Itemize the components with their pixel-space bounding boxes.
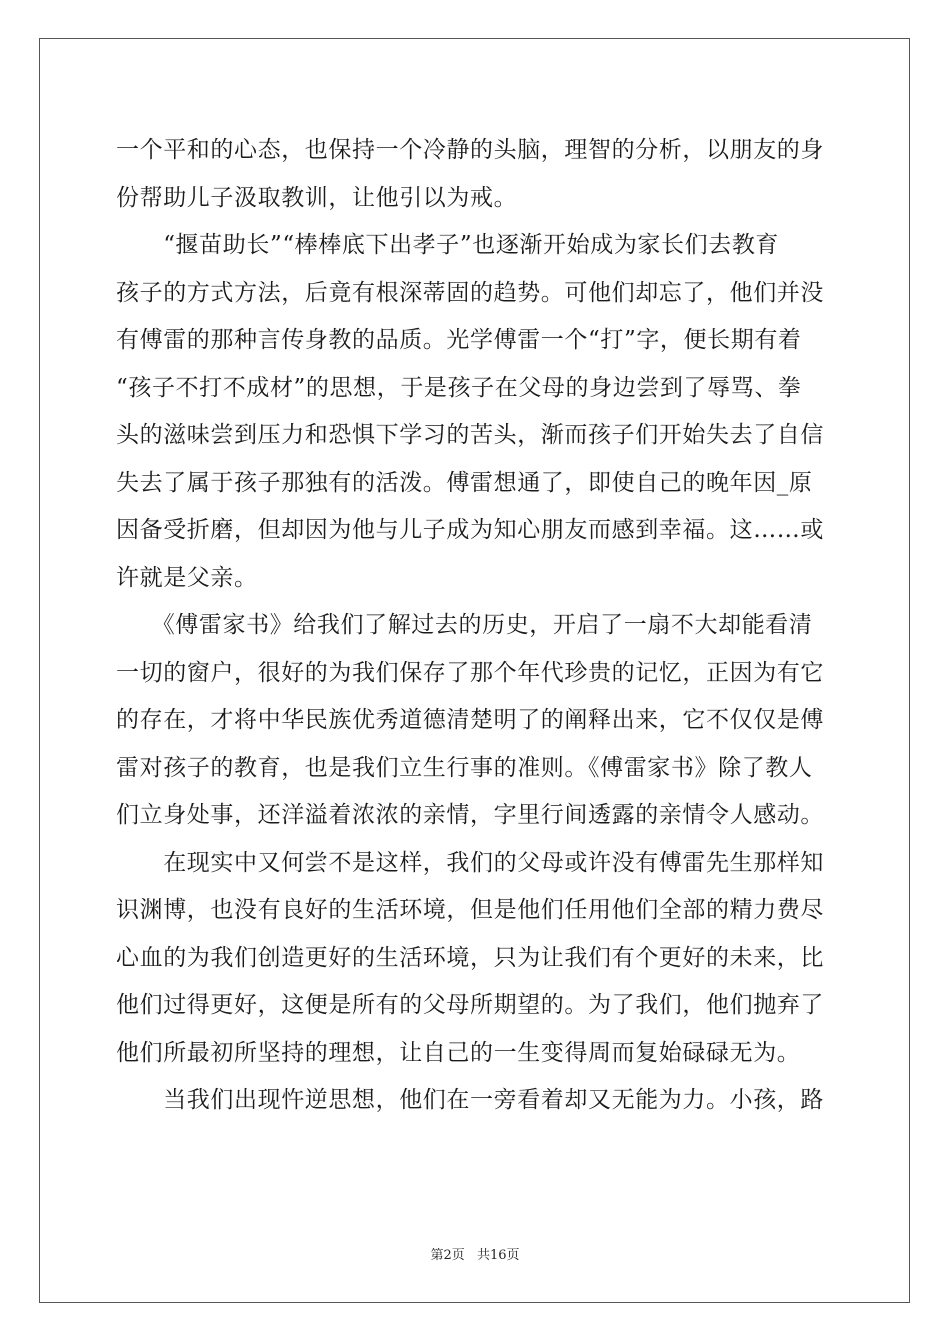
text-line: 一个平和的心态，也保持一个冷静的头脑，理智的分析，以朋友的身 — [116, 137, 824, 163]
text-line: 份帮助儿子汲取教训，让他引以为戒。 — [116, 184, 518, 211]
text-line: 当我们出现忤逆思想，他们在一旁看着却又无能为力。小孩，路 — [116, 1087, 824, 1113]
page-number: 第2页 — [430, 1248, 465, 1263]
document-body — [116, 127, 836, 1125]
total-pages: 共16页 — [476, 1248, 520, 1263]
text-line: 的存在，才将中华民族优秀道德清楚明了的阐释出来，它不仅仅是傅 — [116, 707, 824, 733]
text-line: 许就是父亲。 — [116, 564, 258, 591]
text-line: 心血的为我们创造更好的生活环境，只为让我们有个更好的未来，比 — [116, 944, 824, 971]
text-line: 《傅雷家书》给我们了解过去的历史，开启了一扇不大却能看清 — [116, 612, 813, 638]
text-line: 因备受折磨，但却因为他与儿子成为知心朋友而感到幸福。这……或 — [116, 517, 824, 543]
text-line: 识渊博，也没有良好的生活环境，但是他们任用他们全部的精力费尽 — [116, 897, 824, 923]
text-line: 他们过得更好，这便是所有的父母所期望的。为了我们，他们抛弃了 — [116, 992, 824, 1018]
text-line: 孩子的方式方法，后竟有根深蒂固的趋势。可他们却忘了，他们并没 — [116, 279, 824, 306]
text-line: “揠苗助长”“棒棒底下出孝子”也逐渐开始成为家长们去教育 — [116, 232, 780, 258]
text-line: “孩子不打不成材”的思想，于是孩子在父母的身边尝到了辱骂、拳 — [116, 374, 802, 401]
text-line: 在现实中又何尝不是这样，我们的父母或许没有傅雷先生那样知 — [116, 849, 824, 876]
text-line: 雷对孩子的教育，也是我们立生行事的准则。《傅雷家书》除了教人 — [116, 754, 813, 781]
text-line: 失去了属于孩子那独有的活泼。傅雷想通了，即使自己的晚年因_原 — [116, 469, 813, 496]
text-line: 一切的窗户，很好的为我们保存了那个年代珍贵的记忆，正因为有它 — [116, 659, 824, 686]
text-line: 头的滋味尝到压力和恐惧下学习的苦头，渐而孩子们开始失去了自信 — [116, 422, 824, 448]
text-line: 有傅雷的那种言传身教的品质。光学傅雷一个“打”字，便长期有着 — [116, 327, 802, 353]
text-line: 们立身处事，还洋溢着浓浓的亲情，字里行间透露的亲情令人感动。 — [116, 802, 824, 828]
page-footer — [0, 1247, 950, 1265]
text-line: 他们所最初所坚持的理想，让自己的一生变得周而复始碌碌无为。 — [116, 1039, 801, 1066]
